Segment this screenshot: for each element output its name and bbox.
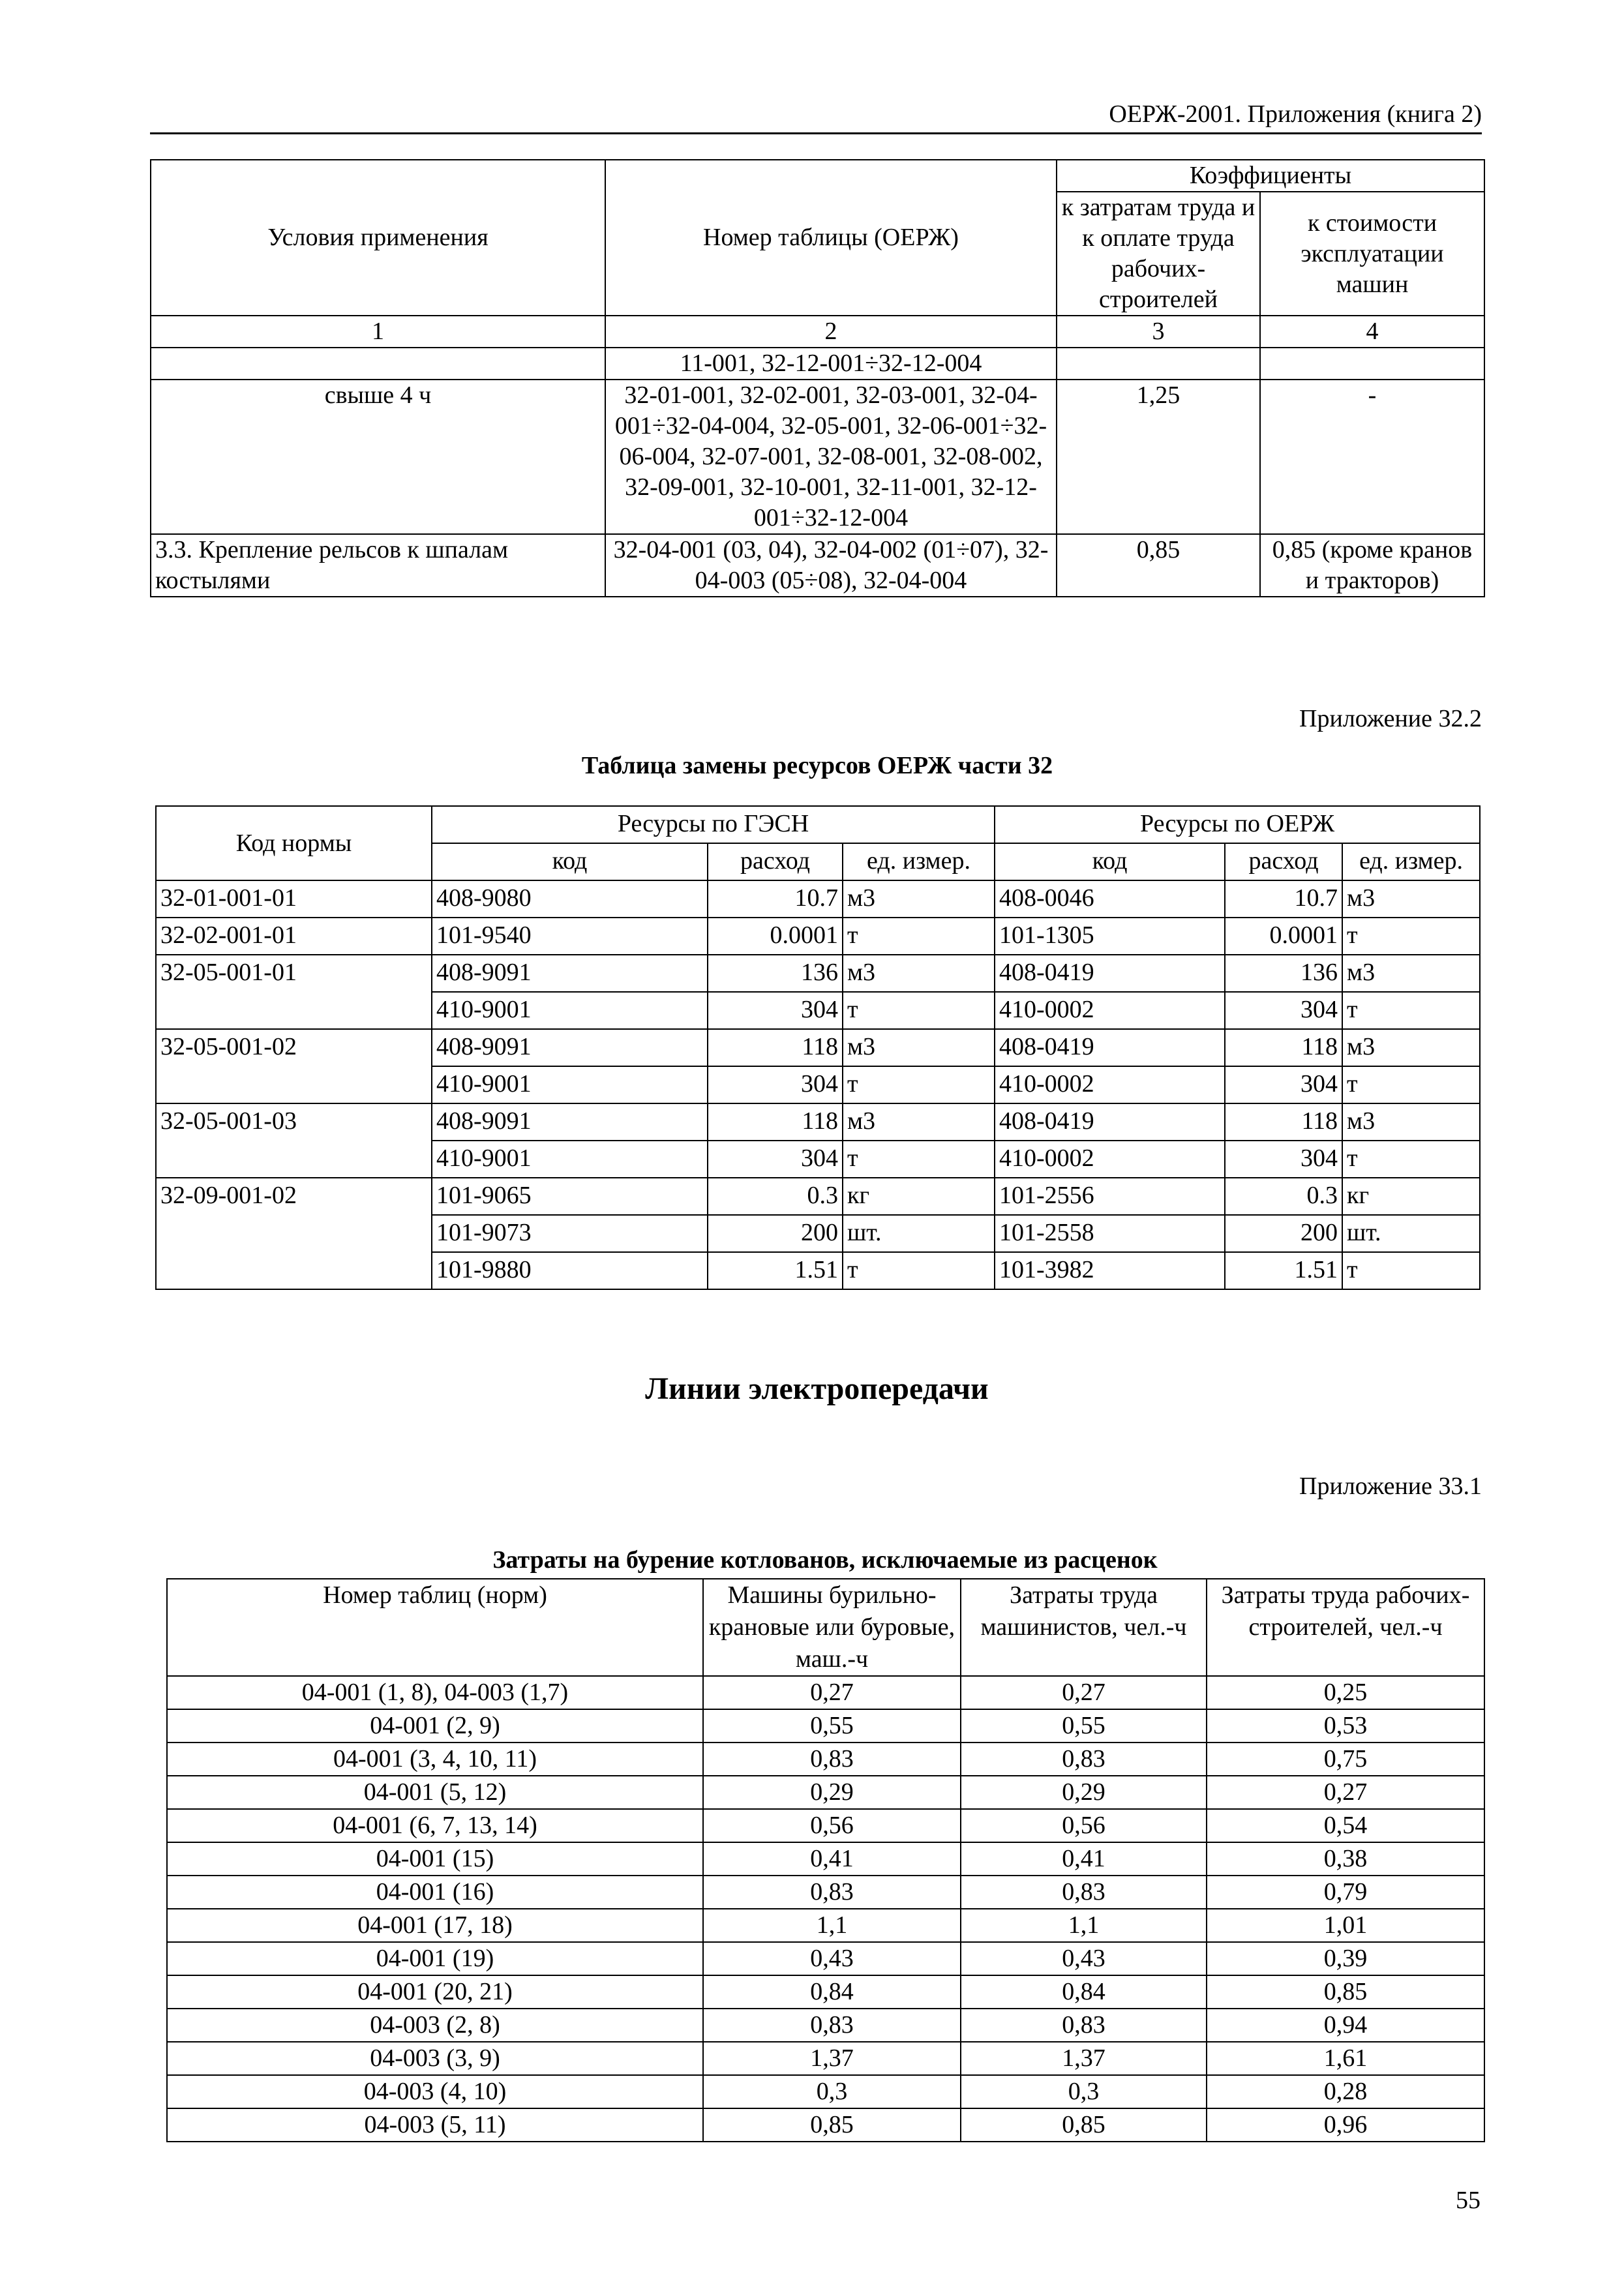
header-coefficients: Коэффициенты bbox=[1057, 160, 1484, 192]
cell-oerzh-unit: м3 bbox=[1342, 1029, 1480, 1066]
header-table-numbers: Номер таблиц (норм) bbox=[167, 1579, 703, 1676]
cell-oerzh-consumption: 304 bbox=[1225, 992, 1342, 1029]
appendix-33-1-label: Приложение 33.1 bbox=[1299, 1473, 1482, 1500]
cell-worker-labor: 0,94 bbox=[1207, 2009, 1484, 2042]
cell-drilling-machines: 0,83 bbox=[703, 1876, 961, 1909]
cell-norm-code: 32-09-001-02 bbox=[156, 1178, 432, 1289]
cell-gesn-unit: т bbox=[843, 918, 995, 955]
cell-oerzh-code: 410-0002 bbox=[995, 992, 1225, 1029]
appendix-33-1-title: Затраты на бурение котлованов, исключаемые из расценок bbox=[492, 1546, 1158, 1574]
cell-tables: 11-001, 32-12-001÷32-12-004 bbox=[605, 348, 1057, 380]
table-row bbox=[156, 955, 1480, 992]
cell-oerzh-consumption: 304 bbox=[1225, 1141, 1342, 1178]
cell-drilling-machines: 0,83 bbox=[703, 2009, 961, 2042]
drilling-costs-table bbox=[166, 1578, 1485, 2142]
cell-gesn-consumption: 118 bbox=[708, 1029, 843, 1066]
cell-gesn-code: 408-9091 bbox=[432, 1103, 708, 1141]
cell-operator-labor: 1,1 bbox=[961, 1909, 1207, 1942]
cell-gesn-unit: м3 bbox=[843, 880, 995, 918]
cell-drilling-machines: 0,85 bbox=[703, 2108, 961, 2142]
cell-drilling-machines: 0,27 bbox=[703, 1676, 961, 1709]
col-number: 2 bbox=[605, 316, 1057, 348]
table-row bbox=[167, 1942, 1484, 1975]
cell-gesn-unit: м3 bbox=[843, 1029, 995, 1066]
table-row bbox=[156, 880, 1480, 918]
cell-gesn-code: 410-9001 bbox=[432, 992, 708, 1029]
cell-gesn-code: 408-9080 bbox=[432, 880, 708, 918]
appendix-32-2-label: Приложение 32.2 bbox=[1299, 705, 1482, 732]
cell-table-numbers: 04-003 (2, 8) bbox=[167, 2009, 703, 2042]
cell-worker-labor: 0,75 bbox=[1207, 1743, 1484, 1776]
cell-oerzh-code: 408-0419 bbox=[995, 1103, 1225, 1141]
cell-table-numbers: 04-003 (4, 10) bbox=[167, 2075, 703, 2108]
cell-oerzh-unit: м3 bbox=[1342, 955, 1480, 992]
subheader-unit: ед. измер. bbox=[1342, 843, 1480, 880]
cell-oerzh-code: 101-3982 bbox=[995, 1252, 1225, 1289]
cell-operator-labor: 0,84 bbox=[961, 1975, 1207, 2009]
header-machine-coefficient: к стоимости эксплуатации машин bbox=[1260, 192, 1484, 316]
cell-worker-labor: 0,39 bbox=[1207, 1942, 1484, 1975]
cell-operator-labor: 0,56 bbox=[961, 1809, 1207, 1842]
cell-oerzh-unit: т bbox=[1342, 1066, 1480, 1103]
table-row bbox=[167, 1709, 1484, 1743]
cell-oerzh-consumption: 200 bbox=[1225, 1215, 1342, 1252]
cell-oerzh-consumption: 304 bbox=[1225, 1066, 1342, 1103]
header-table-number: Номер таблицы (ОЕРЖ) bbox=[605, 160, 1057, 316]
cell-gesn-code: 410-9001 bbox=[432, 1066, 708, 1103]
cell-gesn-code: 101-9073 bbox=[432, 1215, 708, 1252]
subheader-consumption: расход bbox=[1225, 843, 1342, 880]
col-number: 3 bbox=[1057, 316, 1260, 348]
header-gesn-resources: Ресурсы по ГЭСН bbox=[432, 806, 995, 843]
cell-drilling-machines: 0,84 bbox=[703, 1975, 961, 2009]
cell-oerzh-unit: м3 bbox=[1342, 880, 1480, 918]
cell-table-numbers: 04-001 (19) bbox=[167, 1942, 703, 1975]
table-row bbox=[167, 2075, 1484, 2108]
cell-worker-labor: 0,54 bbox=[1207, 1809, 1484, 1842]
resource-replacement-table bbox=[155, 805, 1481, 1290]
cell-operator-labor: 0,27 bbox=[961, 1676, 1207, 1709]
cell-operator-labor: 0,29 bbox=[961, 1776, 1207, 1809]
cell-table-numbers: 04-001 (17, 18) bbox=[167, 1909, 703, 1942]
cell-operator-labor: 1,37 bbox=[961, 2042, 1207, 2075]
cell-norm-code: 32-05-001-03 bbox=[156, 1103, 432, 1178]
cell-oerzh-consumption: 118 bbox=[1225, 1029, 1342, 1066]
cell-gesn-unit: м3 bbox=[843, 955, 995, 992]
table-row bbox=[167, 2009, 1484, 2042]
cell-gesn-unit: т bbox=[843, 992, 995, 1029]
cell-oerzh-consumption: 136 bbox=[1225, 955, 1342, 992]
table-row bbox=[151, 348, 1484, 380]
cell-oerzh-consumption: 10.7 bbox=[1225, 880, 1342, 918]
col-number: 1 bbox=[151, 316, 605, 348]
cell-oerzh-code: 408-0419 bbox=[995, 1029, 1225, 1066]
subheader-code: код bbox=[432, 843, 708, 880]
col-number: 4 bbox=[1260, 316, 1484, 348]
cell-condition: свыше 4 ч bbox=[151, 380, 605, 534]
cell-gesn-consumption: 10.7 bbox=[708, 880, 843, 918]
cell-oerzh-unit: кг bbox=[1342, 1178, 1480, 1215]
cell-drilling-machines: 0,41 bbox=[703, 1842, 961, 1876]
table-row bbox=[167, 1975, 1484, 2009]
header-norm-code: Код нормы bbox=[156, 806, 432, 880]
cell-gesn-unit: т bbox=[843, 1141, 995, 1178]
cell-oerzh-unit: т bbox=[1342, 918, 1480, 955]
cell-oerzh-unit: шт. bbox=[1342, 1215, 1480, 1252]
header-conditions: Условия применения bbox=[151, 160, 605, 316]
cell-table-numbers: 04-001 (2, 9) bbox=[167, 1709, 703, 1743]
cell-gesn-consumption: 304 bbox=[708, 992, 843, 1029]
cell-gesn-consumption: 200 bbox=[708, 1215, 843, 1252]
cell-oerzh-code: 101-2558 bbox=[995, 1215, 1225, 1252]
cell-worker-labor: 0,25 bbox=[1207, 1676, 1484, 1709]
cell-table-numbers: 04-001 (15) bbox=[167, 1842, 703, 1876]
cell-oerzh-code: 410-0002 bbox=[995, 1066, 1225, 1103]
cell-labor: 1,25 bbox=[1057, 380, 1260, 534]
cell-operator-labor: 0,83 bbox=[961, 2009, 1207, 2042]
cell-table-numbers: 04-001 (1, 8), 04-003 (1,7) bbox=[167, 1676, 703, 1709]
cell-oerzh-unit: м3 bbox=[1342, 1103, 1480, 1141]
cell-worker-labor: 0,38 bbox=[1207, 1842, 1484, 1876]
cell-gesn-unit: т bbox=[843, 1252, 995, 1289]
cell-gesn-consumption: 1.51 bbox=[708, 1252, 843, 1289]
table-row bbox=[167, 1743, 1484, 1776]
table-row bbox=[156, 918, 1480, 955]
cell-operator-labor: 0,83 bbox=[961, 1876, 1207, 1909]
table-row bbox=[167, 2042, 1484, 2075]
cell-drilling-machines: 0,29 bbox=[703, 1776, 961, 1809]
cell-table-numbers: 04-001 (6, 7, 13, 14) bbox=[167, 1809, 703, 1842]
cell-gesn-code: 408-9091 bbox=[432, 1029, 708, 1066]
cell-operator-labor: 0,55 bbox=[961, 1709, 1207, 1743]
cell-oerzh-unit: т bbox=[1342, 1141, 1480, 1178]
cell-gesn-code: 101-9880 bbox=[432, 1252, 708, 1289]
header-rule bbox=[150, 132, 1482, 134]
cell-oerzh-code: 408-0419 bbox=[995, 955, 1225, 992]
cell-table-numbers: 04-001 (20, 21) bbox=[167, 1975, 703, 2009]
appendix-32-2-title: Таблица замены ресурсов ОЕРЖ части 32 bbox=[581, 752, 1053, 779]
section-title: Линии электропередачи bbox=[645, 1371, 989, 1406]
cell-gesn-code: 408-9091 bbox=[432, 955, 708, 992]
cell-gesn-unit: м3 bbox=[843, 1103, 995, 1141]
cell-gesn-code: 101-9540 bbox=[432, 918, 708, 955]
cell-gesn-code: 410-9001 bbox=[432, 1141, 708, 1178]
cell-worker-labor: 0,27 bbox=[1207, 1776, 1484, 1809]
cell-gesn-unit: кг bbox=[843, 1178, 995, 1215]
cell-gesn-unit: т bbox=[843, 1066, 995, 1103]
cell-norm-code: 32-02-001-01 bbox=[156, 918, 432, 955]
table-row bbox=[167, 2108, 1484, 2142]
table-row bbox=[156, 1103, 1480, 1141]
cell-condition: 3.3. Крепление рельсов к шпалам костылями bbox=[151, 534, 605, 597]
table-row bbox=[151, 534, 1484, 597]
cell-labor bbox=[1057, 348, 1260, 380]
cell-oerzh-unit: т bbox=[1342, 992, 1480, 1029]
cell-machines bbox=[1260, 348, 1484, 380]
cell-operator-labor: 0,83 bbox=[961, 1743, 1207, 1776]
cell-machines: - bbox=[1260, 380, 1484, 534]
table-row bbox=[156, 1178, 1480, 1215]
cell-worker-labor: 0,28 bbox=[1207, 2075, 1484, 2108]
table-row bbox=[167, 1776, 1484, 1809]
table-row bbox=[167, 1909, 1484, 1942]
cell-gesn-consumption: 0.0001 bbox=[708, 918, 843, 955]
header-labor-coefficient: к затратам труда и к оплате труда рабочих-строителей bbox=[1057, 192, 1260, 316]
cell-gesn-code: 101-9065 bbox=[432, 1178, 708, 1215]
cell-gesn-consumption: 0.3 bbox=[708, 1178, 843, 1215]
subheader-unit: ед. измер. bbox=[843, 843, 995, 880]
cell-drilling-machines: 0,55 bbox=[703, 1709, 961, 1743]
cell-gesn-consumption: 304 bbox=[708, 1066, 843, 1103]
cell-oerzh-consumption: 0.3 bbox=[1225, 1178, 1342, 1215]
header-worker-labor: Затраты труда рабочих-строителей, чел.-ч bbox=[1207, 1579, 1484, 1676]
cell-drilling-machines: 1,1 bbox=[703, 1909, 961, 1942]
cell-operator-labor: 0,85 bbox=[961, 2108, 1207, 2142]
cell-tables: 32-01-001, 32-02-001, 32-03-001, 32-04-001÷32-04-004, 32-05-001, 32-06-001÷32-06-004, 32-07-001, 32-08-001, 32-08-002, 32-09-001, 32-10-001, 32-11-001, 32-12-001÷32-12-004 bbox=[605, 380, 1057, 534]
cell-norm-code: 32-01-001-01 bbox=[156, 880, 432, 918]
cell-oerzh-consumption: 0.0001 bbox=[1225, 918, 1342, 955]
cell-oerzh-unit: т bbox=[1342, 1252, 1480, 1289]
cell-gesn-consumption: 304 bbox=[708, 1141, 843, 1178]
header-drilling-machines: Машины бурильно-крановые или буровые, маш.-ч bbox=[703, 1579, 961, 1676]
cell-operator-labor: 0,3 bbox=[961, 2075, 1207, 2108]
cell-worker-labor: 0,96 bbox=[1207, 2108, 1484, 2142]
cell-operator-labor: 0,43 bbox=[961, 1942, 1207, 1975]
cell-table-numbers: 04-001 (3, 4, 10, 11) bbox=[167, 1743, 703, 1776]
cell-table-numbers: 04-001 (5, 12) bbox=[167, 1776, 703, 1809]
cell-oerzh-code: 101-1305 bbox=[995, 918, 1225, 955]
cell-drilling-machines: 0,83 bbox=[703, 1743, 961, 1776]
cell-table-numbers: 04-001 (16) bbox=[167, 1876, 703, 1909]
header-oerzh-resources: Ресурсы по ОЕРЖ bbox=[995, 806, 1480, 843]
cell-gesn-consumption: 136 bbox=[708, 955, 843, 992]
cell-oerzh-code: 408-0046 bbox=[995, 880, 1225, 918]
subheader-consumption: расход bbox=[708, 843, 843, 880]
table-row bbox=[167, 1809, 1484, 1842]
cell-drilling-machines: 0,56 bbox=[703, 1809, 961, 1842]
cell-drilling-machines: 1,37 bbox=[703, 2042, 961, 2075]
cell-norm-code: 32-05-001-02 bbox=[156, 1029, 432, 1103]
table-row bbox=[167, 1676, 1484, 1709]
table-row bbox=[151, 380, 1484, 534]
coefficients-table bbox=[150, 159, 1485, 597]
cell-oerzh-code: 101-2556 bbox=[995, 1178, 1225, 1215]
table-row bbox=[156, 1029, 1480, 1066]
cell-machines: 0,85 (кроме кранов и тракторов) bbox=[1260, 534, 1484, 597]
cell-gesn-unit: шт. bbox=[843, 1215, 995, 1252]
cell-condition bbox=[151, 348, 605, 380]
cell-worker-labor: 0,53 bbox=[1207, 1709, 1484, 1743]
table-row bbox=[167, 1876, 1484, 1909]
cell-gesn-consumption: 118 bbox=[708, 1103, 843, 1141]
cell-labor: 0,85 bbox=[1057, 534, 1260, 597]
cell-table-numbers: 04-003 (3, 9) bbox=[167, 2042, 703, 2075]
cell-oerzh-code: 410-0002 bbox=[995, 1141, 1225, 1178]
page-number: 55 bbox=[1456, 2187, 1481, 2214]
running-header: ОЕРЖ-2001. Приложения (книга 2) bbox=[1109, 100, 1482, 128]
cell-operator-labor: 0,41 bbox=[961, 1842, 1207, 1876]
header-operator-labor: Затраты труда машинистов, чел.-ч bbox=[961, 1579, 1207, 1676]
cell-norm-code: 32-05-001-01 bbox=[156, 955, 432, 1029]
subheader-code: код bbox=[995, 843, 1225, 880]
cell-tables: 32-04-001 (03, 04), 32-04-002 (01÷07), 32-04-003 (05÷08), 32-04-004 bbox=[605, 534, 1057, 597]
cell-worker-labor: 0,79 bbox=[1207, 1876, 1484, 1909]
cell-oerzh-consumption: 1.51 bbox=[1225, 1252, 1342, 1289]
cell-drilling-machines: 0,43 bbox=[703, 1942, 961, 1975]
cell-drilling-machines: 0,3 bbox=[703, 2075, 961, 2108]
cell-worker-labor: 0,85 bbox=[1207, 1975, 1484, 2009]
cell-worker-labor: 1,61 bbox=[1207, 2042, 1484, 2075]
cell-worker-labor: 1,01 bbox=[1207, 1909, 1484, 1942]
cell-table-numbers: 04-003 (5, 11) bbox=[167, 2108, 703, 2142]
table-row bbox=[167, 1842, 1484, 1876]
cell-oerzh-consumption: 118 bbox=[1225, 1103, 1342, 1141]
